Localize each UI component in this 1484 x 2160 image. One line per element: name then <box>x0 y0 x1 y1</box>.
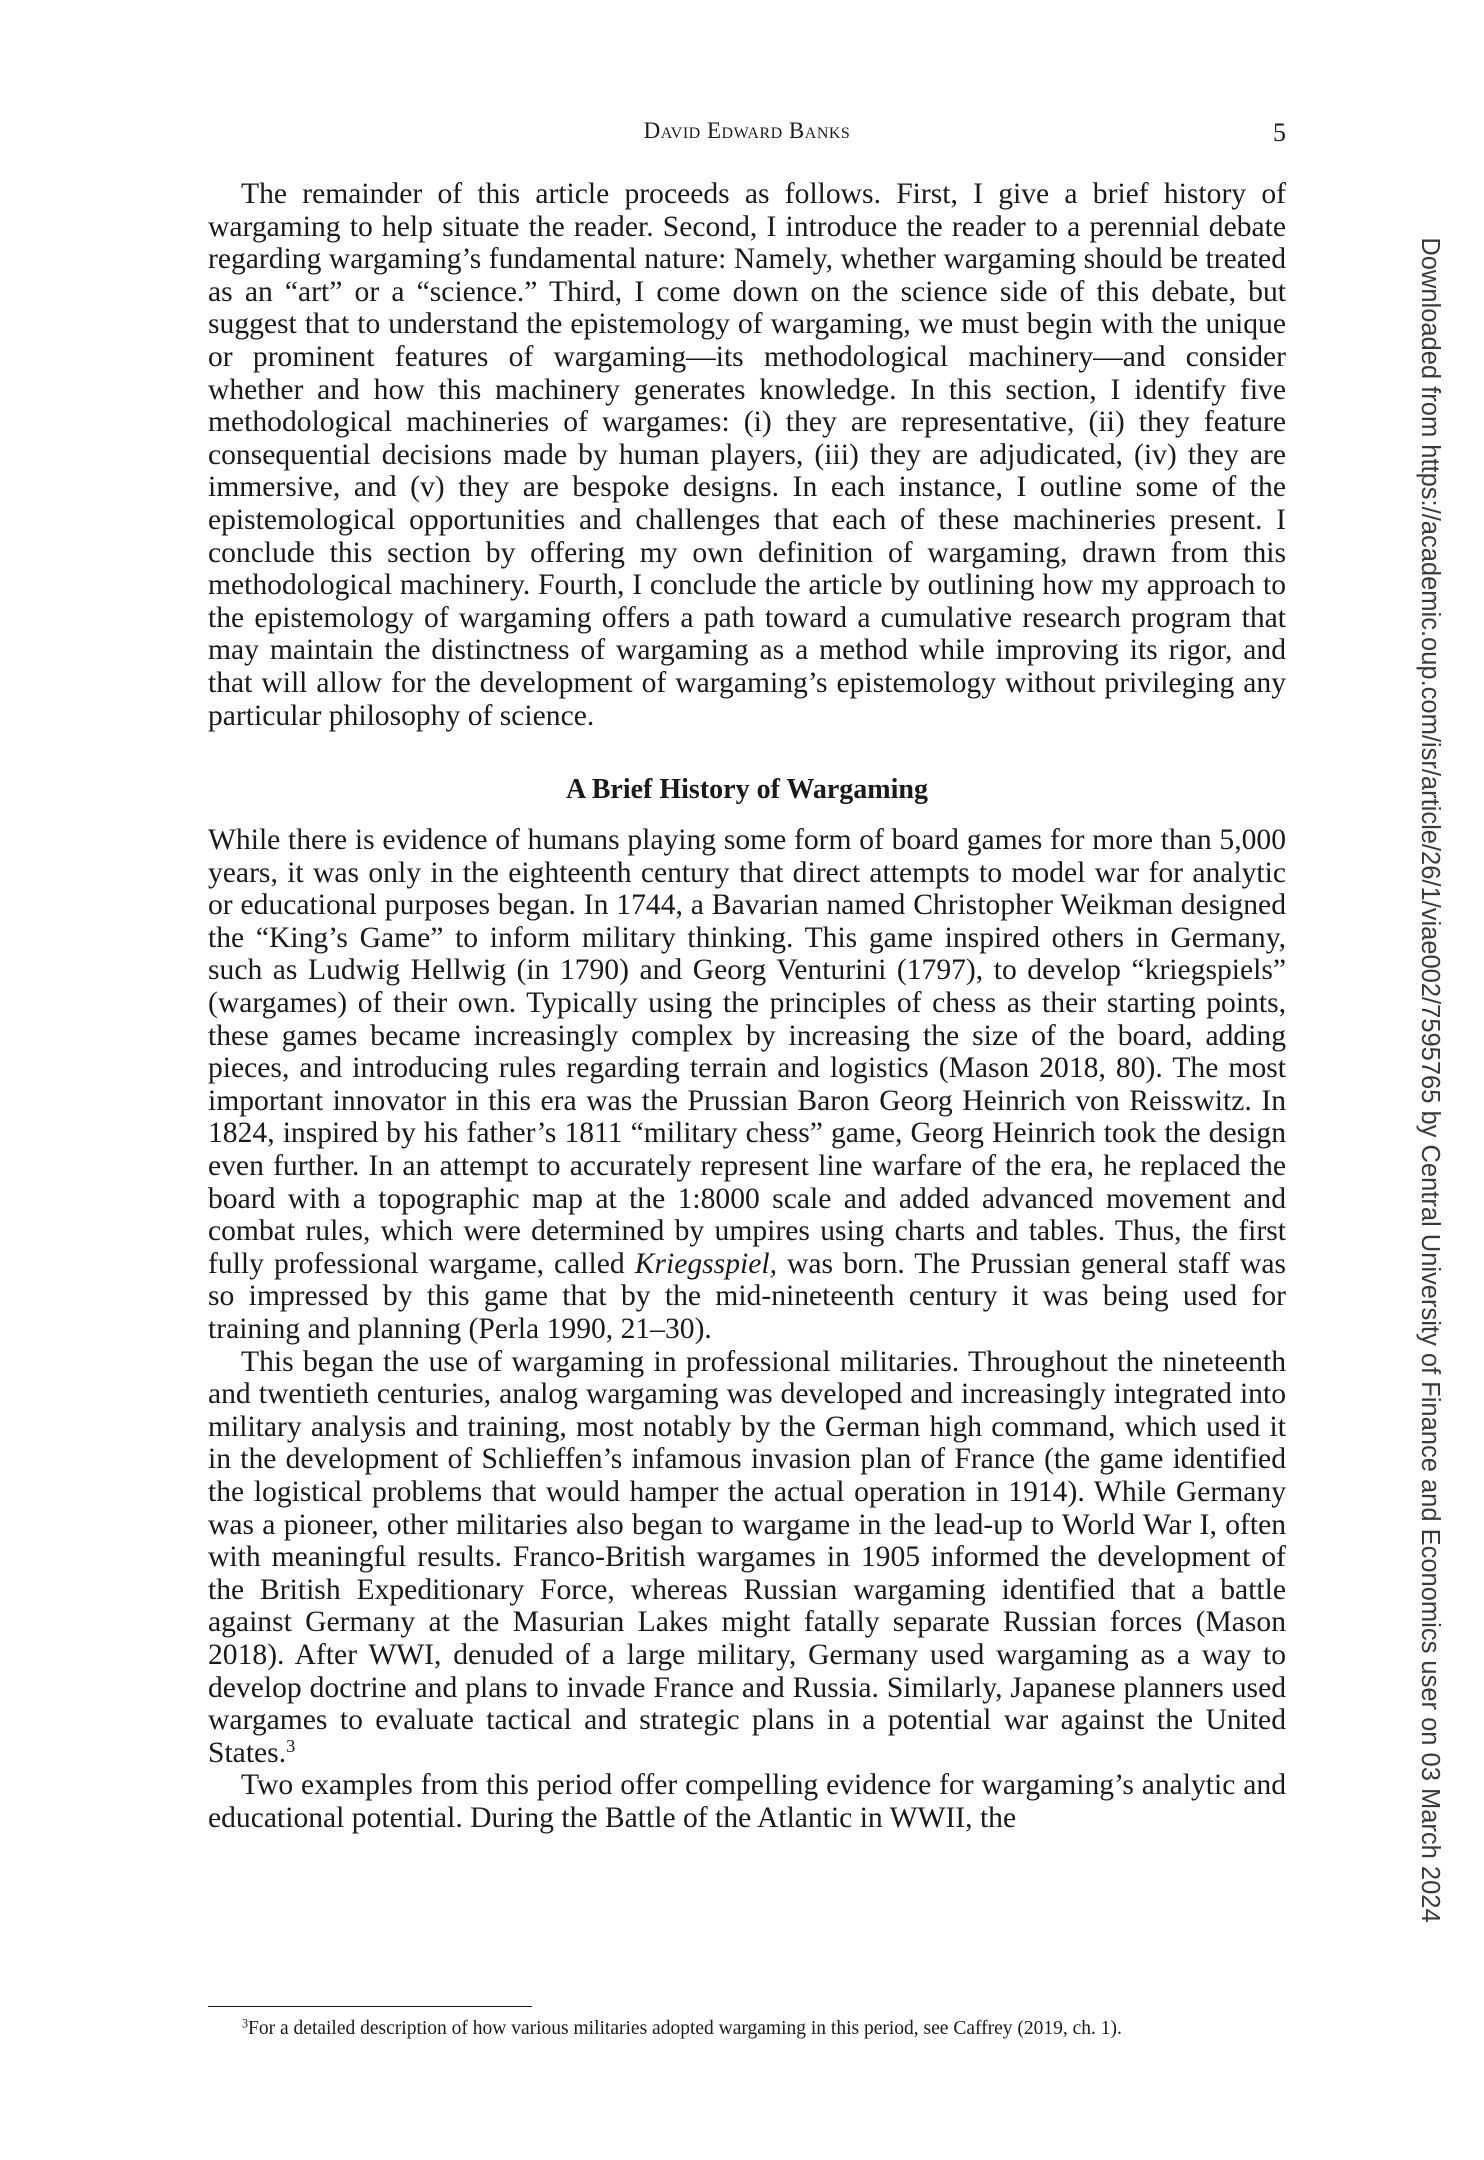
running-head <box>208 118 1286 148</box>
history-paragraph-1-text-a: While there is evidence of humans playing some form of board games for more than 5,000 years, it was only in the eighteenth century that direct attempts to model war for analytic or educational purposes began. In 1744, a Bavarian named Christopher Weikman designed the “King’s Game” to inform military thinking. This game inspired others in Germany, such as Ludwig Hellwig (in 1790) and Georg Venturini (1797), to develop “kriegspiels” (wargames) of their own. Typically using the principles of chess as their starting points, these games became increasingly complex by increasing the size of the board, adding pieces, and introducing rules regarding terrain and logistics (Mason 2018, 80). The most important innovator in this era was the Prussian Baron Georg Heinrich von Reisswitz. In 1824, inspired by his father’s 1811 “military chess” game, Georg Heinrich took the design even further. In an attempt to accurately represent line warfare of the era, he replaced the board with a topographic map at the 1:8000 scale and added advanced movement and combat rules, which were determined by umpires using charts and tables. Thus, the first fully professional wargame, called <box>208 824 1286 1280</box>
footnote-text: For a detailed description of how various militaries adopted wargaming in this period, see Caffrey (2019, ch. 1). <box>248 2018 1122 2039</box>
page-number: 5 <box>1273 118 1286 147</box>
footnote-divider <box>208 2006 532 2007</box>
download-watermark: Downloaded from https://academic.oup.com/isr/article/26/1/viae002/7595765 by Central University of Finance and Economics user on 03 March 2024 <box>1416 237 1444 1923</box>
article-body <box>208 178 1286 1835</box>
history-paragraph-1-text-b: was born. The Prussian general staff was so impressed by this game that by the mid-nineteenth century it was being used for training and planning (Perla 1990, 21–30). <box>208 1247 1286 1345</box>
history-paragraph-1 <box>208 824 1286 1346</box>
footnote <box>208 2017 1286 2041</box>
intro-paragraph: The remainder of this article proceeds as follows. First, I give a brief history of wargaming to help situate the reader. Second, I introduce the reader to a perennial debate regarding wargaming’s fundamental nature: Namely, whether wargaming should be treated as an “art” or a “science.” Third, I come down on the science side of this debate, but suggest that to understand the epistemology of wargaming, we must begin with the unique or prominent features of wargaming—its methodological machinery—and consider whether and how this machinery generates knowledge. In this section, I identify five methodological machineries of wargames: (i) they are representative, (ii) they feature consequential decisions made by human players, (iii) they are adjudicated, (iv) they are immersive, and (v) they are bespoke designs. In each instance, I outline some of the epistemological opportunities and challenges that each of these machineries present. I conclude this section by offering my own definition of wargaming, drawn from this methodological machinery. Fourth, I conclude the article by outlining how my approach to the epistemology of wargaming offers a path toward a cumulative research program that may maintain the distinctness of wargaming as a method while improving its rigor, and that will allow for the development of wargaming’s epistemology without privileging any particular philosophy of science. <box>208 178 1286 732</box>
history-paragraph-2 <box>208 1346 1286 1770</box>
footnote-mark: 3 <box>242 2016 249 2031</box>
history-paragraph-2-text: This began the use of wargaming in professional militaries. Throughout the nineteenth and twentieth centuries, analog wargaming was developed and increasingly integrated into military analysis and training, most notably by the German high command, which used it in the development of Schlieffen’s infamous invasion plan of France (the game identified the logistical problems that would hamper the actual operation in 1914). While Germany was a pioneer, other militaries also began to wargame in the lead-up to World War I, often with meaningful results. Franco-British wargames in 1905 informed the development of the British Expeditionary Force, whereas Russian wargaming identified that a battle against Germany at the Masurian Lakes might fatally separate Russian forces (Mason 2018). After WWI, denuded of a large military, Germany used wargaming as a way to develop doctrine and plans to invade France and Russia. Similarly, Japanese planners used wargames to evaluate tactical and strategic plans in a potential war against the United States. <box>208 1345 1286 1769</box>
kriegsspiel-italic: Kriegsspiel, <box>634 1247 777 1280</box>
footnote-reference[interactable]: 3 <box>286 1735 296 1756</box>
section-heading: A Brief History of Wargaming <box>566 774 928 806</box>
running-head-author: David Edward Banks <box>643 118 851 143</box>
history-paragraph-3: Two examples from this period offer compelling evidence for wargaming’s analytic and educational potential. During the Battle of the Atlantic in WWII, the <box>208 1769 1286 1834</box>
